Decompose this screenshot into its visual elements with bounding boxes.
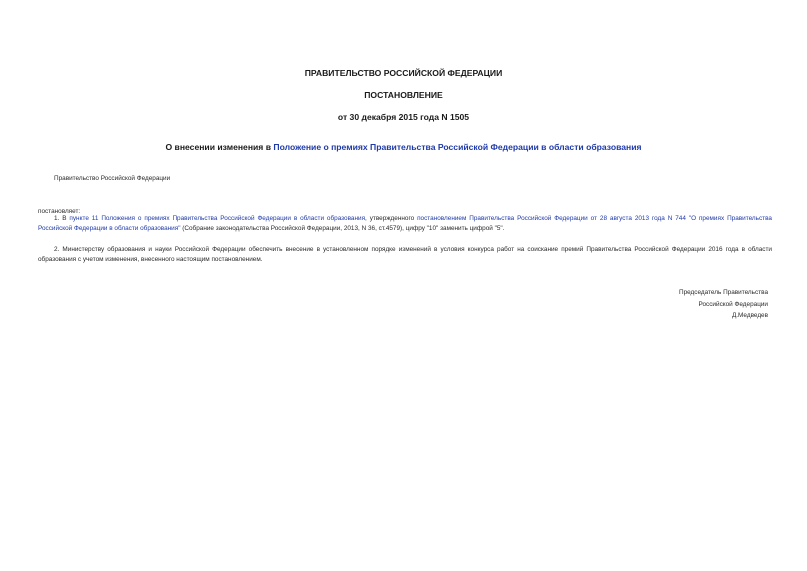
paragraph-2-text: 2. Министерству образования и науки Российской Федерации обеспечить внесение в установленном порядке изменений в условия конкурса работ на соискание премий Правительства Российской Федерации 2016 года в области образования с учетом изменения, внесенного настоящим постановлением. (38, 246, 772, 263)
decree-744-link[interactable]: постановлением Правительства Российской Федерации от 28 августа 2013 года N 744 "О премиях Правительства Российской Федерации в области образования" (38, 215, 772, 232)
government-heading: ПРАВИТЕЛЬСТВО РОССИЙСКОЙ ФЕДЕРАЦИИ (304, 68, 503, 78)
decree-text: постановляет: (38, 208, 81, 215)
date-number-heading: от 30 декабря 2015 года N 1505 (337, 112, 470, 122)
paragraph-2 (38, 245, 772, 264)
signature-position-line2: Российской Федерации (698, 300, 768, 308)
signature-block (679, 287, 768, 322)
document-type-heading: ПОСТАНОВЛЕНИЕ (364, 90, 443, 100)
clause-11-link[interactable]: пункте 11 Положения о премиях Правительства Российской Федерации в области образования (69, 215, 366, 222)
paragraph-1 (38, 214, 772, 233)
document-title (0, 142, 807, 153)
title-prefix: О внесении изменения в (165, 142, 274, 152)
paragraph-1-mid: , утвержденного (365, 215, 418, 222)
paragraph-1-number: 1. В (54, 215, 70, 222)
signature-position-line1: Председатель Правительства (679, 289, 768, 296)
title-regulation-link[interactable]: Положение о премиях Правительства Российской Федерации в области образования (273, 142, 642, 152)
paragraph-1-tail: (Собрание законодательства Российской Федерации, 2013, N 36, ст.4579), цифру "10" заменить цифрой "5". (180, 224, 505, 232)
signature-name: Д.Медведев (731, 312, 768, 319)
intro-text: Правительство Российской Федерации (54, 175, 171, 182)
